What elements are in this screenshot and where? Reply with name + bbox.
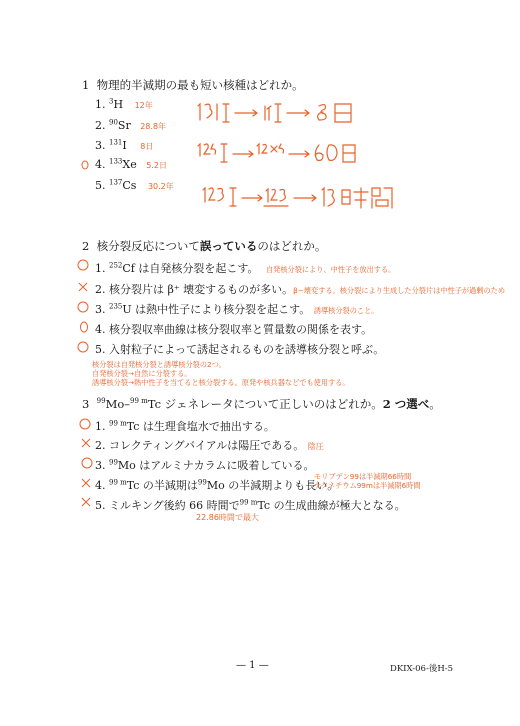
q3-emphasis: 2 つ選べ xyxy=(382,397,430,411)
q1-option-4: 4. $^{133}$Xe 5.2日 xyxy=(95,157,167,171)
q2-note-1: 自発核分裂により、中性子を放出する。 xyxy=(265,265,396,274)
q2-option-1: 1. $^{252}$Cf は自発核分裂を起こす。 自発核分裂により、中性子を放出する。 xyxy=(95,261,396,275)
q1-note-1: 12年 xyxy=(134,101,153,110)
cross-mark-q3-4 xyxy=(80,476,92,490)
q2-option-4: 4. 核分裂収率曲線は核分裂収率と質量数の関係を表す。 xyxy=(95,323,373,336)
q3-note-5: 22.86時間で最大 xyxy=(196,513,259,522)
q2-summary-note-3: 誘導核分裂→熱中性子を当てると核分裂する。原発や核兵器などでも使用する。 xyxy=(92,378,350,387)
handwritten-iodine-125 xyxy=(195,140,365,168)
q1-option-1: 1. $^3$H 12年 xyxy=(95,97,153,111)
q2-summary-note-2: 自発核分裂→自然に分裂する。 xyxy=(92,369,192,378)
q2-emphasis: 誤っている xyxy=(199,239,258,253)
q2-option-5: 5. 入射粒子によって誘起されるものを誘導核分裂と呼ぶ。 xyxy=(95,343,385,356)
circle-mark-q3-3 xyxy=(80,456,94,470)
q1-option-5: 5. $^{137}$Cs 30.2年 xyxy=(95,178,174,192)
document-code: DKIX-06-後H-5 xyxy=(390,664,454,674)
q2-summary-note-1: 核分裂は自発核分裂と誘導核分裂の2つ。 xyxy=(92,360,226,369)
q1-note-3: 8日 xyxy=(140,142,154,151)
circle-mark-q2-5 xyxy=(76,340,90,354)
q1-number: 1 xyxy=(82,78,90,92)
q3-stem: 3 $^{99}$Mo–$^{99 m}$Tc ジェネレータについて正しいのはどれか。2 つ選べ。 xyxy=(82,397,441,411)
cross-mark-q3-5 xyxy=(80,495,92,509)
q1-text: 物理的半減期の最も短い核種はどれか。 xyxy=(96,78,304,92)
q3-option-1: 1. $^{99 m}$Tc は生理食塩水で抽出する。 xyxy=(95,419,275,433)
q2-note-3: 誘導核分裂のこと。 xyxy=(313,306,379,315)
q1-note-5: 30.2年 xyxy=(147,182,174,191)
q2-note-2: β−壊変する。核分裂により生成した分裂片は中性子が過剰のため xyxy=(293,286,506,295)
cross-mark-q3-2 xyxy=(80,436,92,450)
q1-note-2: 28.8年 xyxy=(140,122,167,131)
q3-option-2: 2. コレクティングバイアルは陽圧である。 陰圧 xyxy=(95,439,324,452)
q3-option-5: 5. ミルキング後約 66 時間で$^{99 m}$Tc の生成曲線が極大となる。 xyxy=(95,498,406,512)
q1-note-4: 5.2日 xyxy=(146,161,167,170)
q2-option-3: 3. $^{235}$U は熱中性子により核分裂を起こす。 誘導核分裂のこと。 xyxy=(95,302,379,316)
q1-option-2: 2. $^{90}$Sr 28.8年 xyxy=(95,118,167,132)
q1-stem xyxy=(82,77,304,93)
q2-stem: 2 核分裂反応について誤っているのはどれか。 xyxy=(82,239,327,253)
answer-circle-mark xyxy=(80,160,90,170)
q3-note-4a: モリブデン99は半減期66時間 xyxy=(314,472,412,481)
q2-option-2: 2. 核分裂片は β⁺ 壊変するものが多い。β−壊変する。核分裂により生成した分裂片は中性子が過剰のため xyxy=(95,283,506,296)
q3-number: 3 xyxy=(82,397,90,411)
circle-mark-q3-1 xyxy=(78,417,92,431)
page-number: — 1 — xyxy=(236,660,269,671)
circle-mark-q2-1 xyxy=(76,258,90,272)
cross-mark-q2-2 xyxy=(76,280,90,294)
q3-note-4b: テクネチウム99mは半減期6時間 xyxy=(314,481,421,490)
handwritten-iodine-131 xyxy=(195,100,375,126)
q3-note-2: 陰圧 xyxy=(307,442,324,451)
handwritten-iodine-123 xyxy=(200,184,400,214)
q1-option-3: 3. $^{131}$I 8日 xyxy=(95,138,154,152)
q3-option-4: 4. $^{99 m}$Tc の半減期は$^{99}$Mo の半減期よりも長い。 xyxy=(95,478,339,492)
circle-mark-q2-4 xyxy=(78,320,90,334)
q3-option-3: 3. $^{99}$Mo はアルミナカラムに吸着している。 xyxy=(95,458,315,472)
circle-mark-q2-3 xyxy=(76,300,90,314)
q2-number: 2 xyxy=(82,239,90,253)
